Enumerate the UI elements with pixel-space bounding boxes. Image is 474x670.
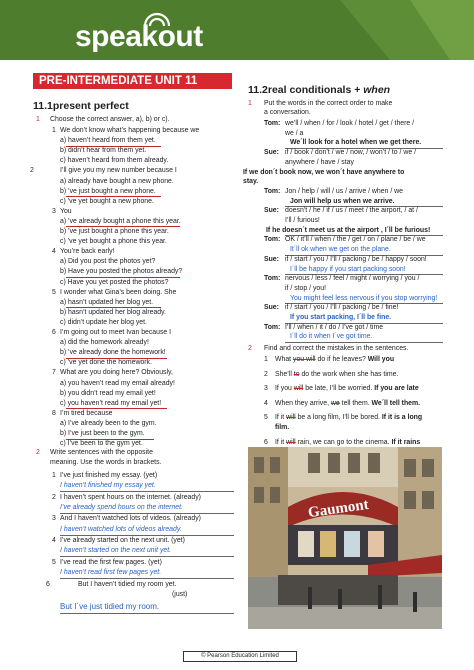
- option-b: b) ’ve just bought a phone this year.: [60, 228, 169, 235]
- conversation-line: If he doesn´t meet us at the airport , I´ll be furious!: [266, 226, 431, 234]
- speakout-logo: speakout: [75, 20, 203, 53]
- answer-line: [60, 556, 234, 557]
- option-b: b) hasn’t updated her blog already.: [60, 308, 166, 316]
- cinema-photo: [248, 447, 442, 629]
- question-number: 4: [264, 399, 268, 407]
- question-number: 4: [52, 248, 56, 256]
- conversation-line: We´ll look for a hotel when we get there.: [290, 139, 422, 147]
- correction: If it rains: [389, 438, 421, 446]
- speaker-label: Tom:: [264, 236, 281, 244]
- speaker-label: Sue:: [264, 304, 279, 312]
- question-number: 3: [52, 515, 56, 523]
- answer-line: [60, 578, 234, 579]
- exercise-instruction: meaning. Use the words in brackets.: [50, 459, 162, 466]
- question-text: I’ve read the first few pages. (yet): [60, 558, 162, 566]
- sentence-text: [275, 439, 420, 446]
- cinema-sign: Gaumont: [307, 496, 370, 522]
- option-a: a) you haven’t read my email already!: [60, 379, 175, 387]
- conversation-line: if / start / you / I’ll / packing / be / fine!: [285, 304, 399, 312]
- option-b: b) ’ve just bought a new phone.: [60, 187, 156, 195]
- question-text: We don’t know what’s happening because we: [60, 127, 200, 134]
- question-number: 5: [52, 558, 56, 566]
- struck-word: to: [293, 370, 300, 378]
- question-text: What are you doing here? Obviously,: [60, 369, 173, 377]
- conversation-line: we’ll / when / for / look / hotel / get / there /: [285, 120, 415, 127]
- exercise-instruction: Put the words in the correct order to make: [264, 100, 393, 107]
- correction: If it is a long: [379, 414, 423, 421]
- header-decoration: [300, 0, 474, 60]
- sentence-text: [275, 385, 419, 392]
- exercise-number: 1: [36, 116, 40, 123]
- conversation-line: Jon / help / will / us / arrive / when / we: [285, 187, 403, 195]
- question-text: I’ve just finished my essay. (yet): [60, 472, 158, 479]
- struck-word: will: [286, 414, 296, 421]
- option-c: c) ’ve yet done the homework.: [60, 359, 152, 367]
- correction: Will you: [365, 356, 395, 363]
- conversation-line: if / stop / you!: [285, 284, 326, 292]
- option-a: a) hasn’t updated her blog yet.: [60, 298, 154, 306]
- option-b: b) you didn’t read my email yet!: [60, 389, 156, 397]
- conversation-line: I´ll be happy if you start packing soon!: [290, 265, 406, 273]
- speaker-label: Sue:: [264, 255, 279, 263]
- answer-text: I haven’t read first few pages yet.: [60, 568, 162, 576]
- correction: We´ll tell them.: [369, 399, 421, 407]
- question-number: 3: [52, 207, 56, 215]
- option-b: b) Have you posted the photos already?: [60, 268, 183, 276]
- struck-word: you will: [293, 356, 316, 363]
- question-text: (just): [172, 590, 188, 598]
- header-banner: [0, 0, 474, 60]
- sentence-part: She’ll: [275, 370, 294, 378]
- sentence-part: do the work when she has time.: [299, 370, 399, 378]
- conversation-line: OK / it’ll / when / the / get / on / plane / be / we: [285, 236, 426, 244]
- unit-title-bar: PRE-INTERMEDIATE UNIT 11: [33, 73, 232, 89]
- question-number: 4: [52, 537, 56, 545]
- answer-text: I haven’t watched lots of videos already.: [60, 525, 182, 533]
- option-c: c) ’ve yet bought a new phone.: [60, 197, 154, 205]
- conversation-line: If we don´t book now, we won´t have anywhere to: [243, 168, 405, 176]
- option-a: a) did the homework already!: [60, 339, 149, 347]
- question-number: 6: [264, 438, 268, 446]
- answer-text: But I´ve just tidied my room.: [60, 601, 160, 611]
- option-a: a) haven’t heard from them yet.: [60, 137, 156, 145]
- section-title-present-perfect: 11.1present perfect: [33, 100, 129, 112]
- answer-line: [60, 513, 234, 514]
- question-number: 1: [52, 472, 56, 479]
- question-text: I’m tired because: [60, 409, 113, 417]
- sentence-part: If it: [275, 438, 287, 446]
- question-number: 2: [30, 167, 34, 175]
- question-number: 8: [52, 409, 56, 417]
- question-number: 1: [52, 127, 56, 134]
- sentence-part: tell them.: [339, 399, 370, 407]
- conversation-line: If you start packing, I´ll be fine.: [290, 314, 392, 321]
- speaker-label: Tom:: [264, 323, 281, 331]
- conversation-line: It´ll ok when we get on the plane.: [290, 246, 391, 254]
- option-a: a) I’ve already been to the gym.: [60, 419, 157, 427]
- struck-word: we: [330, 399, 340, 407]
- sentence-text: [275, 400, 420, 407]
- option-c: c) you haven’t read my email yet!: [60, 399, 162, 407]
- exercise-instruction: Choose the correct answer, a), b) or c).: [50, 116, 170, 123]
- conversation-line: You might feel less nervous if you stop worrying!: [290, 294, 438, 302]
- question-text: I’ve already started on the next unit. (yet): [60, 537, 185, 545]
- cinema-illustration: [248, 447, 442, 629]
- question-text: But I haven’t tidied my room yet.: [78, 580, 177, 588]
- correction: If you are late: [372, 385, 419, 392]
- conversation-line: if / book / don’t / we / now, / won’t / to / we /: [285, 149, 416, 157]
- question-number: 6: [52, 329, 56, 336]
- conversation-line: if / start / you / I’ll / packing / be / happy / soon!: [285, 255, 427, 263]
- conversation-line: anywhere / have / stay: [285, 158, 354, 166]
- speaker-label: Sue:: [264, 207, 279, 215]
- question-text: You’re back early!: [60, 248, 115, 256]
- conversation-line: we / a: [285, 129, 304, 137]
- conversation-line: I’ll / when / it / do / I’ve got / time: [285, 323, 384, 331]
- answer-line: [60, 613, 234, 614]
- answer-text: I haven’t finished my essay yet.: [60, 482, 156, 490]
- conversation-line: stay.: [243, 178, 259, 186]
- conversation-line: I´ll do it when I´ve got time.: [290, 333, 373, 341]
- question-text: I’ll give you my new number because I: [60, 167, 177, 175]
- sentence-part: When they arrive,: [275, 399, 331, 407]
- answer-text: I haven’t started on the next unit yet.: [60, 547, 172, 555]
- sentence-text: [275, 414, 422, 421]
- question-number: 1: [264, 356, 268, 363]
- option-c: c) didn’t update her blog yet.: [60, 318, 147, 326]
- section-title-real-conditionals: 11.2real conditionals + when: [248, 84, 391, 96]
- exercise-number: 1: [248, 100, 252, 107]
- answer-line: [60, 491, 234, 492]
- sentence-part: do if he leaves?: [315, 356, 366, 363]
- speaker-label: Sue:: [264, 149, 279, 157]
- copyright-footer: © Pearson Education Limited: [183, 651, 297, 662]
- question-number: 5: [52, 288, 56, 296]
- option-b: b) I’ve just been to the gym.: [60, 430, 145, 437]
- question-text: And I haven’t watched lots of videos. (already): [60, 515, 201, 523]
- exercise-number: 2: [36, 449, 40, 456]
- sentence-part: What: [275, 356, 293, 363]
- conversation-line: doesn’t / he / if / us / meet / the airport, / at /: [285, 207, 418, 215]
- sentence-part: rain, we can go to the cinema.: [295, 438, 390, 446]
- answer-line: [60, 535, 234, 536]
- sentence-part: be a long film, I’ll be bored.: [295, 414, 380, 421]
- sentence-part: If you: [275, 385, 294, 392]
- option-c: c) haven’t heard from them already.: [60, 157, 169, 165]
- exercise-instruction: Write sentences with the opposite: [50, 449, 153, 456]
- option-c: c) Have you yet posted the photos?: [60, 278, 169, 286]
- exercise-number: 2: [248, 345, 252, 352]
- answer-line: [285, 342, 443, 343]
- conversation-line: I’ll / furious!: [285, 217, 320, 224]
- question-number: 3: [264, 385, 268, 392]
- question-text: I haven’t spent hours on the internet. (already): [60, 493, 201, 501]
- question-text: You: [60, 207, 72, 215]
- option-c: c) ’ve yet bought a phone this year.: [60, 238, 167, 246]
- conversation-line: Jon will help us when we arrive.: [290, 197, 395, 205]
- exercise-instruction: a conversation.: [264, 109, 311, 116]
- sentence-text: [275, 371, 398, 378]
- question-number: 7: [52, 369, 56, 377]
- conversation-line: nervous / less / feel / might / worrying / you /: [285, 275, 420, 283]
- question-text: I wonder what Gina’s been doing. She: [60, 288, 177, 296]
- question-text: I’m going out to meet Ivan because I: [60, 329, 172, 336]
- speaker-label: Tom:: [264, 275, 281, 283]
- option-b: b) ’ve already done the homework!: [60, 349, 166, 357]
- answer-text: I’ve already spend hours on the internet.: [60, 503, 183, 511]
- question-number: 2: [264, 370, 268, 378]
- option-a: a) Did you post the photos yet?: [60, 258, 156, 266]
- sentence-part: be late, I’ll be worried.: [303, 385, 373, 392]
- struck-word: will: [286, 438, 296, 446]
- sentence-text: [275, 356, 394, 363]
- speaker-label: Tom:: [264, 187, 281, 195]
- sentence-part: If it: [275, 414, 287, 421]
- option-c: c) I’ve been to the gym yet.: [60, 440, 143, 448]
- struck-word: will: [293, 385, 304, 392]
- question-number: 5: [264, 414, 268, 421]
- option-a: a) already have bought a new phone.: [60, 177, 174, 185]
- option-b: b) didn’t hear from them yet.: [60, 147, 147, 155]
- question-number: 6: [46, 580, 50, 588]
- exercise-instruction: Find and correct the mistakes in the sentences.: [264, 345, 409, 352]
- correction: film.: [275, 424, 290, 431]
- question-number: 2: [52, 493, 56, 501]
- option-a: a) ’ve already bought a phone this year.: [60, 217, 181, 225]
- speaker-label: Tom:: [264, 120, 281, 127]
